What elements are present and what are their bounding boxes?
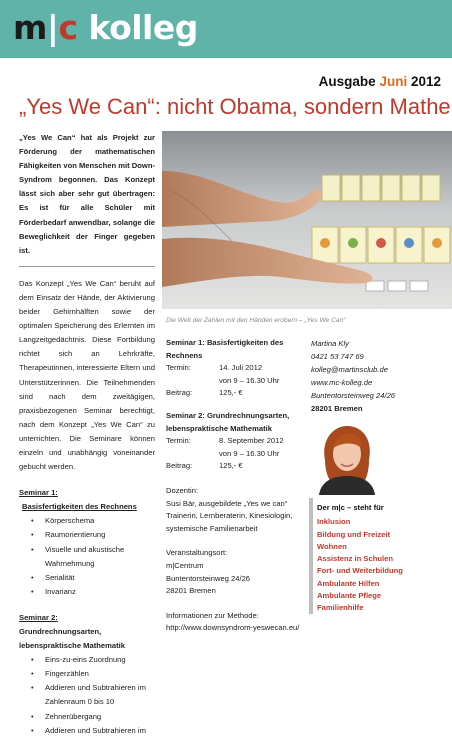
seminar1-topic-list [19,514,155,599]
row-label: Termin: [166,363,191,373]
row-label [166,448,219,461]
contact-city: 28201 Bremen [311,404,363,413]
list-item: • Eins-zu-eins Zuordnung [35,653,155,667]
list-item: • Fingerzählen [35,667,155,681]
row-value: 14. Juli 2012 [219,363,263,373]
list-item: Assistenz in Schulen [317,554,393,564]
stands-for-heading: Der m|c – steht für [317,503,384,512]
issue-prefix: Ausgabe [318,74,380,89]
divider [19,266,155,267]
issue-month: Juni [379,74,408,89]
seminar1-heading [19,486,155,514]
row-value: von 9 – 16.30 Uhr [219,448,280,458]
info-label: Informationen zur Methode: [166,610,259,620]
left-column [19,131,155,738]
seminar-schedule [166,337,306,635]
row-label [166,375,219,388]
stands-for-bar [309,498,313,614]
dozentin-text: Susi Bär, ausgebildete „Yes we can“ Trainerin, Lernberaterin, Kinesiologin, systemische Familienarbeit [166,498,293,533]
row-label: Beitrag: [166,388,193,398]
portrait-illustration [311,420,383,495]
card-row-front [312,227,450,263]
header-banner [0,0,452,58]
seminar2-date-row [166,435,306,448]
row-value: 125,- € [219,461,243,471]
seminar1-date-row [166,362,306,375]
contact-block [311,337,441,415]
seminar1-time-row [166,375,306,388]
list-item: Wohnen [317,541,347,551]
seminar2-fee-row [166,460,306,473]
contact-name: Martina Kly [311,339,349,348]
list-item: • Addieren und Subtrahieren im [35,724,155,738]
stands-for-list [317,502,452,615]
list-item: Bildung und Freizeit [317,529,390,539]
list-item: Fort- und Weiterbildung [317,566,403,576]
seminar2-topic-list [19,653,155,738]
info-url-link[interactable]: http://www.downsyndrom-yeswecan.eu/ [166,623,300,633]
intro-paragraph: „Yes We Can“ hat als Projekt zur Förderung der mathematischen Fähigkeiten von Menschen mit Down-Syndrom begonnen. Das Konzept lässt sich aber sehr gut übertragen: Es ist für alle Schüler mit Förderbedarf anwendbar, solange die Beweglichkeit der Finger gegeben ist. [19,133,155,255]
photo-illustration [162,131,452,309]
list-item: Ambulante Hilfen [317,578,380,588]
list-item: • Körperschema [35,514,155,528]
contact-portrait-photo [311,420,383,495]
seminar2-heading-b: Grundrechnungsarten, lebenspraktische Mathematik [19,627,125,651]
issue-year: 2012 [407,74,441,89]
logo-separator: | [46,8,59,47]
seminar1-fee-row [166,387,306,400]
list-item: • Invarianz [35,585,155,599]
list-item: • Raumorientierung [35,528,155,542]
venue-label: Veranstaltungsort: [166,548,228,558]
photo-caption: Die Welt der Zahlen mit den Händen erobern – „Yes We Can“ [166,317,346,324]
contact-phone: 0421 53 747 69 [311,352,364,361]
seminar2-heading [19,611,155,653]
row-label: Termin: [166,436,191,446]
seminar2-time-row [166,448,306,461]
hands-with-number-cards-photo [162,131,452,309]
venue-line: m|Centrum [166,560,204,570]
venue-line: Buntentorsteinweg 24/26 [166,573,251,583]
contact-web-link[interactable]: www.mc-kolleg.de [311,378,373,387]
row-value: 8. September 2012 [219,436,284,446]
row-value: von 9 – 16.30 Uhr [219,375,280,385]
list-item: • Addieren und Subtrahieren im Zahlenraum 0 bis 10 [35,681,155,709]
contact-street: Buntentorsteinweg 24/26 [311,391,396,400]
seminar1-title: Seminar 1: Basisfertigkeiten des Rechnens [166,338,284,360]
list-item: Ambulante Pflege [317,591,382,601]
logo-c: c [58,8,78,47]
list-item: • Zehnerübergang [35,710,155,724]
row-value: 125,- € [219,388,243,398]
card-row-small [366,281,428,291]
venue-line: 28201 Bremen [166,586,216,596]
dozentin-label: Dozentin: [166,485,199,495]
issue-label [319,74,441,89]
logo-m: m [13,8,47,47]
list-item: • Visuelle und akustische Wahrnehmung [35,543,155,571]
mc-kolleg-logo[interactable] [13,6,198,50]
row-label: Beitrag: [166,461,193,471]
logo-word: kolleg [77,8,198,47]
list-item: Familienhilfe [317,603,364,613]
contact-email-link[interactable]: kolleg@martinsclub.de [311,365,388,374]
seminar2-title: Seminar 2: Grundrechnungsarten, lebenspraktische Mathematik [166,410,290,433]
seminar2-heading-a: Seminar 2: [19,612,58,622]
seminar1-heading-b: Basisfertigkeiten des Rechnens [22,502,137,512]
seminar1-heading-a: Seminar 1: [19,488,58,498]
list-item: • Serialität [35,571,155,585]
article-title: „Yes We Can“: nicht Obama, sondern Mathe [19,94,451,119]
list-item: Inklusion [317,517,351,527]
body-paragraph: Das Konzept „Yes We Can“ beruht auf dem Einsatz der Hände, der Aktivierung beider Gehirnhälften sowie der optimalen Speicherung des Erlernten im Langzeitgedächtnis. Diese Fortbildung richtet sich an Lehrkräfte, Therapeutinnen, interessierte Eltern und Unterstützerinnen. Die Teilnehmenden sind nach dem zweitägigen, praxisbezogenen Seminar berechtigt, nach dem Konzept „Yes We Can“ zu unterrichten. Die Seminare können einzeln und unabhängig voneinander gebucht werden. [19,278,155,472]
